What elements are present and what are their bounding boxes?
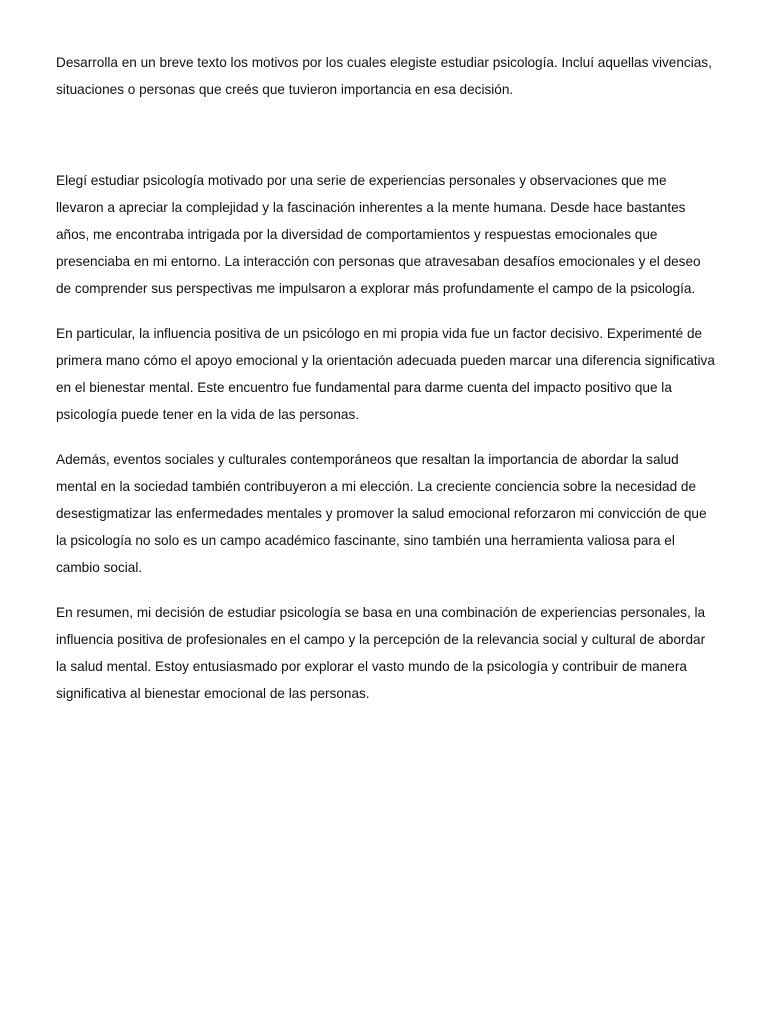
assignment-prompt: Desarrolla en un breve texto los motivos por los cuales elegiste estudiar psicología. Incluí aquellas vivencias, situaciones o personas que creés que tuvieron importancia en esa decisión. <box>56 55 712 97</box>
answer-paragraph-1: Elegí estudiar psicología motivado por una serie de experiencias personales y observaciones que me llevaron a apreciar la complejidad y la fascinación inherentes a la mente humana. Desde hace bastantes años, me encontraba intrigada por la diversidad de comportamientos y respuestas emocionales que presenciaba en mi entorno. La interacción con personas que atravesaban desafíos emocionales y el deseo de comprender sus perspectivas me impulsaron a explorar más profundamente el campo de la psicología. <box>56 173 701 296</box>
answer-paragraph-3: Además, eventos sociales y culturales contemporáneos que resaltan la importancia de abordar la salud mental en la sociedad también contribuyeron a mi elección. La creciente conciencia sobre la necesidad de desestigmatizar las enfermedades mentales y promover la salud emocional reforzaron mi convicción de que la psicología no solo es un campo académico fascinante, sino también una herramienta valiosa para el cambio social. <box>56 452 707 575</box>
answer-paragraph-2: En particular, la influencia positiva de un psicólogo en mi propia vida fue un factor decisivo. Experimenté de primera mano cómo el apoyo emocional y la orientación adecuada pueden marcar una diferencia significativa en el bienestar mental. Este encuentro fue fundamental para darme cuenta del impacto positivo que la psicología puede tener en la vida de las personas. <box>56 326 715 422</box>
answer-paragraph-4: En resumen, mi decisión de estudiar psicología se basa en una combinación de experiencias personales, la influencia positiva de profesionales en el campo y la percepción de la relevancia social y cultural de abordar la salud mental. Estoy entusiasmado por explorar el vasto mundo de la psicología y contribuir de manera significativa al bienestar emocional de las personas. <box>56 605 706 701</box>
answer-body <box>56 167 716 707</box>
